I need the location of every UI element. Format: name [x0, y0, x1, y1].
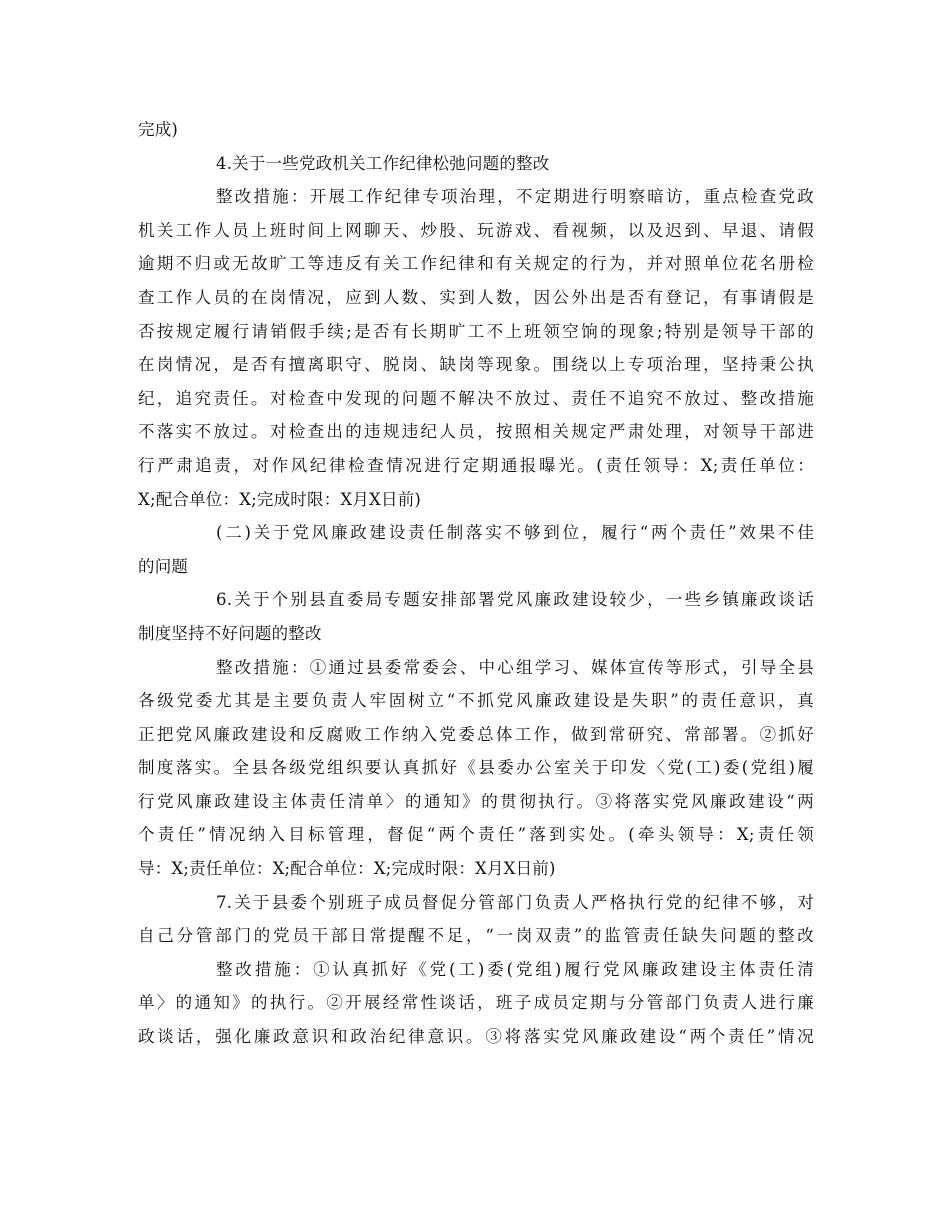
text-line: 的问题 — [138, 556, 189, 576]
text-line: 行党风廉政建设主体责任清单〉的通知》的贯彻执行。③将落实党风廉政建设“两 — [138, 791, 814, 811]
text-line: 整改措施：①通过县委常委会、中心组学习、媒体宣传等形式，引导全县 — [216, 657, 814, 677]
text-line: 个责任”情况纳入目标管理，督促“两个责任”落到实处。(牵头领导：X;责任领 — [138, 825, 814, 845]
text-line: 在岗情况，是否有擅离职守、脱岗、缺岗等现象。围绕以上专项治理，坚持秉公执 — [138, 355, 814, 375]
text-line: 行严肃追责，对作风纪律检查情况进行定期通报曝光。(责任领导：X;责任单位： — [138, 455, 814, 475]
text-line: 机关工作人员上班时间上网聊天、炒股、玩游戏、看视频，以及迟到、早退、请假 — [138, 220, 814, 240]
text-line: 逾期不归或无故旷工等违反有关工作纪律和有关规定的行为，并对照单位花名册检 — [138, 254, 814, 274]
text-line: 查工作人员的在岗情况，应到人数、实到人数，因公外出是否有登记，有事请假是 — [138, 287, 814, 307]
text-line: 6.关于个别县直委局专题安排部署党风廉政建设较少，一些乡镇廉政谈话 — [216, 590, 814, 610]
text-line: 政谈话，强化廉政意识和政治纪律意识。③将落实党风廉政建设“两个责任”情况 — [138, 1027, 814, 1047]
text-line: 4.关于一些党政机关工作纪律松弛问题的整改 — [216, 153, 550, 173]
text-line: 正把党风廉政建设和反腐败工作纳入党委总体工作，做到常研究、常部署。②抓好 — [138, 724, 814, 744]
text-line: 整改措施：①认真抓好《党(工)委(党组)履行党风廉政建设主体责任清 — [216, 959, 814, 979]
text-line: 自己分管部门的党员干部日常提醒不足，“一岗双责”的监管责任缺失问题的整改 — [138, 926, 814, 946]
document-body — [138, 113, 814, 1054]
text-line: (二)关于党风廉政建设责任制落实不够到位，履行“两个责任”效果不佳 — [216, 523, 814, 543]
text-line: 整改措施：开展工作纪律专项治理，不定期进行明察暗访，重点检查党政 — [216, 187, 814, 207]
text-line: 否按规定履行请销假手续;是否有长期旷工不上班领空饷的现象;特别是领导干部的 — [138, 321, 814, 341]
text-line: 完成) — [138, 120, 179, 139]
text-line: 纪，追究责任。对检查中发现的问题不解决不放过、责任不追究不放过、整改措施 — [138, 388, 814, 408]
text-line: 7.关于县委个别班子成员督促分管部门负责人严格执行党的纪律不够，对 — [216, 892, 814, 912]
text-line: 各级党委尤其是主要负责人牢固树立“不抓党风廉政建设是失职”的责任意识，真 — [138, 691, 814, 711]
text-line: 单〉的通知》的执行。②开展经常性谈话，班子成员定期与分管部门负责人进行廉 — [138, 993, 814, 1013]
text-line: 不落实不放过。对检查出的违规违纪人员，按照相关规定严肃处理，对领导干部进 — [138, 422, 814, 442]
text-line: 导：X;责任单位：X;配合单位：X;完成时限：X月X日前) — [138, 859, 556, 879]
text-line: 制度坚持不好问题的整改 — [138, 623, 322, 643]
text-line: 制度落实。全县各级党组织要认真抓好《县委办公室关于印发〈党(工)委(党组)履 — [138, 758, 814, 778]
text-line: X;配合单位：X;完成时限：X月X日前) — [138, 489, 422, 509]
